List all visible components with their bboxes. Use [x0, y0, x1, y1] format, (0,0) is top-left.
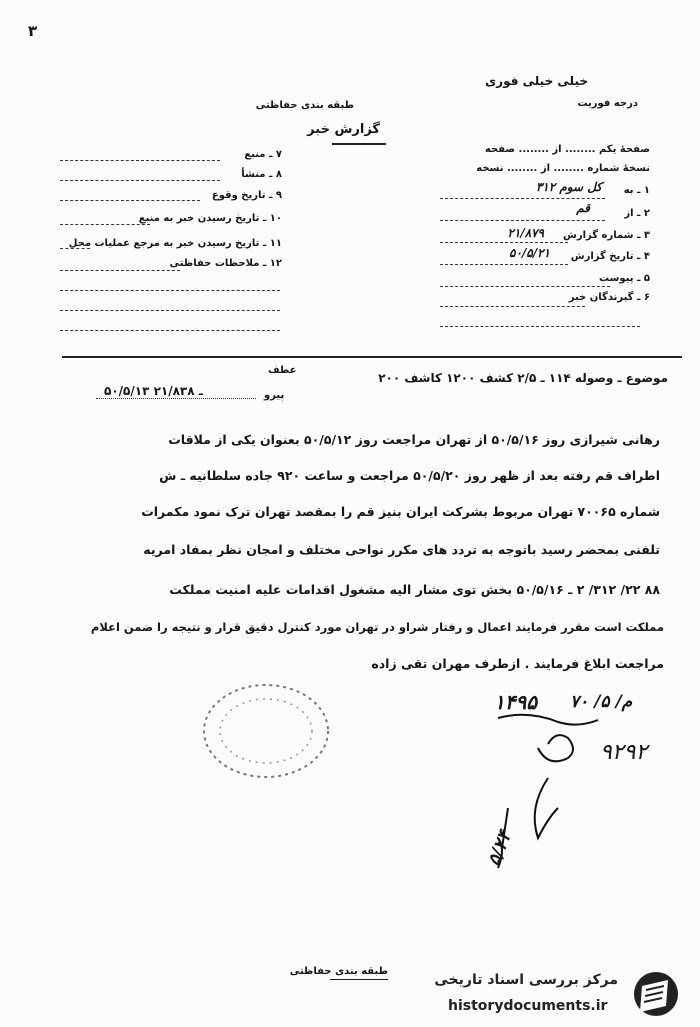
security-level-label: طبقه بندی حفاظتی	[255, 100, 354, 111]
priority-label: درجه فوریت	[577, 98, 638, 109]
field-security-notes-label: ۱۲ ـ ملاحظات حفاظتی	[169, 258, 282, 269]
body-line-6: مملکت است مقرر فرمایند اعمال و رفتار شراو در تهران مورد کنترل دقیق قرار و نتیجه را ضمن اعلام	[90, 620, 664, 634]
handwritten-note-date: ۷۰ /۵ /م	[570, 692, 633, 712]
body-line-5: ۸۸ ۲۲/ ۳۱۲/ ۲ ـ ۵۰/۵/۱۶ بخش توی مشار الیه مشغول اقدامات علیه امنیت مملکت	[169, 582, 660, 597]
field-source-label: ۷ ـ منبع	[244, 149, 282, 160]
field-to-value: کل سوم ۳۱۲	[535, 180, 602, 194]
title-underline	[332, 143, 386, 145]
archive-logo-icon	[628, 968, 684, 1020]
field-from-label: ۲ ـ از	[624, 208, 650, 219]
field-page: صفحهٔ یکم ........ از ........ صفحه	[484, 144, 650, 155]
footer-security-level: طبقه بندی حفاظتی	[289, 966, 388, 977]
handwritten-note-number: ۱۴۹۵	[494, 690, 537, 714]
field-event-date-label: ۹ ـ تاریخ وقوع	[211, 190, 282, 201]
body-line-4: تلفنی بمحضر رسید باتوجه به تردد های مکرر نواحی مختلف و امجان نظر بمفاد امریه	[143, 542, 660, 557]
handwritten-signature	[478, 698, 678, 898]
report-type-title: گزارش خبر	[307, 122, 380, 137]
handwritten-note-date-2: ۵/۲۴	[483, 828, 516, 869]
field-from-value: قم	[576, 201, 590, 215]
field-recipients-label: ۶ ـ گیرندگان خبر	[568, 292, 650, 303]
field-to-label: ۱ ـ به	[623, 185, 650, 196]
subject-line: موضوع ـ وصوله ۱۱۴ ـ ۲/۵ کشف ۱۲۰۰ کاشف ۲۰۰	[378, 371, 668, 385]
field-copy: نسخهٔ شماره ........ از ........ نسخه	[476, 163, 650, 174]
header-separator	[62, 356, 682, 358]
body-line-2: اطراف قم رفته بعد از ظهر روز ۵۰/۵/۲۰ مراجعت و ساعت ۹۲۰ جاده سلطانیه ـ ش	[159, 468, 660, 483]
field-origin-label: ۸ ـ منشأ	[241, 169, 282, 180]
watermark-url: historydocuments.ir	[448, 998, 608, 1014]
field-report-date-label: ۴ ـ تاریخ گزارش	[570, 251, 650, 262]
page-number: ٣	[28, 22, 38, 40]
reference-number: ۵۰/۵/۱۳ ـ ۲۱/۸۳۸	[104, 384, 203, 398]
ref-label-peyro: پیرو	[264, 390, 285, 401]
handwritten-note-file: ۹۲۹۲	[600, 740, 648, 765]
field-report-number-label: ۳ ـ شماره گزارش	[563, 230, 650, 241]
field-source-received-label: ۱۰ ـ تاریخ رسیدن خبر به منبع	[138, 213, 282, 224]
field-report-number-value: ۲۱/۸۷۹	[507, 226, 544, 240]
faded-stamp	[196, 676, 336, 786]
body-line-3: شماره ۷۰۰۶۵ تهران مربوط بشرکت ایران بنیز قم را بمقصد تهران ترک نمود مکمرات	[141, 504, 660, 519]
ref-label-atf: عطف	[268, 365, 297, 376]
footer-underline	[330, 979, 388, 980]
body-line-1: رهانی شیرازی روز ۵۰/۵/۱۶ از تهران مراجعت روز ۵۰/۵/۱۲ بعنوان یکی از ملاقات	[168, 432, 660, 447]
field-hq-received-label: ۱۱ ـ تاریخ رسیدن خبر به مرجع عملیات محل	[68, 238, 282, 249]
body-line-7: مراجعت ابلاغ فرمایند . ازطرف مهران تقی زاده	[371, 656, 664, 671]
classification-stamp: خیلی خیلی فوری	[485, 74, 588, 88]
field-report-date-value: ۵۰/۵/۲۱	[509, 246, 550, 260]
field-attachment-label: ۵ ـ پیوست	[598, 273, 650, 284]
watermark-org: مرکز بررسی اسناد تاریخی	[434, 972, 618, 988]
